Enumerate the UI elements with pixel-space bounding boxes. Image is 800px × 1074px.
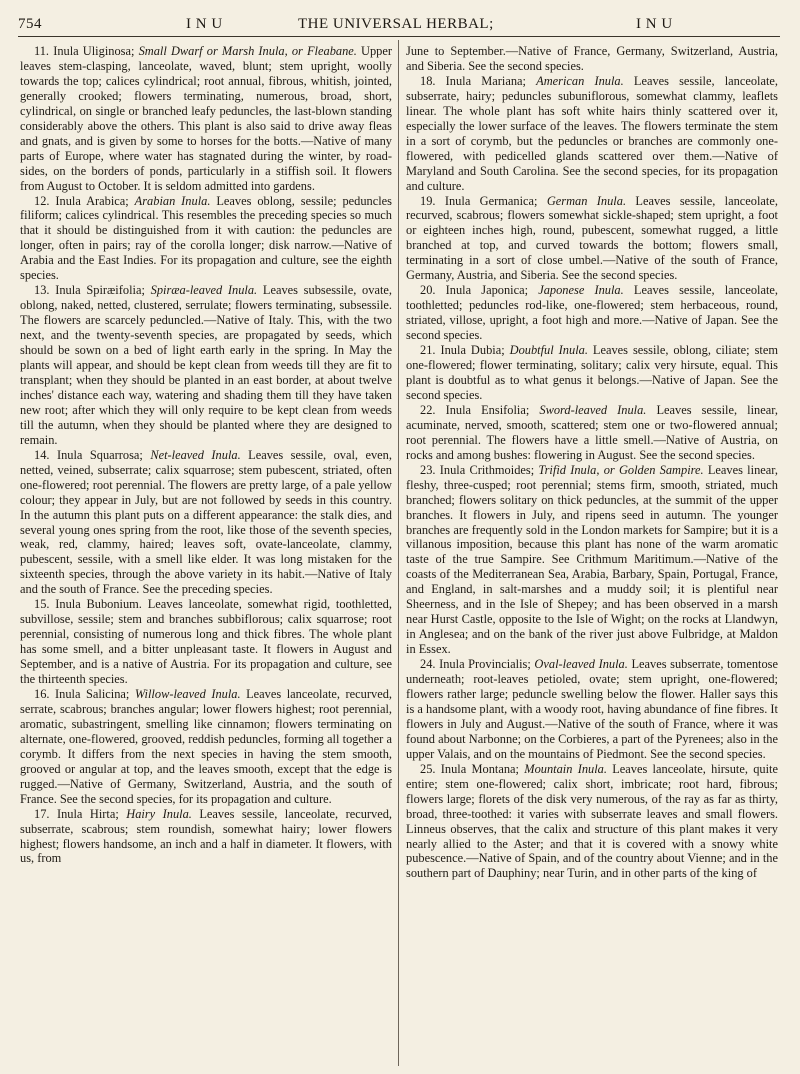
entry-description: Leaves lanceolate, recurved, serrate, scabrous; branches angular; lower flowers highest; root perennial, aromatic, subastringent, smelling like cinnamon; flowers terminating on alternate, one-flowered, grooved, reddish peduncles, forming all together a corymb. It differs from the next species in having the stem smooth, grooved or angular at top, and the leaves smooth, except that the edge is rugged.—Native of Germany, Switzerland, Austria, and the south of France. See the second species, for its propagation and culture. (20, 686, 392, 806)
left-column (20, 44, 392, 1064)
entry-latin-name: Inula Uliginosa; (53, 44, 135, 58)
entry-common-name: Arabian Inula. (134, 193, 211, 208)
entry-number: 17. (34, 806, 50, 821)
entry-paragraph (406, 44, 778, 74)
entry-number: 18. (420, 73, 436, 88)
entry-latin-name: Inula Japonica; (445, 283, 529, 298)
entry-number: 21. (420, 343, 436, 358)
entry-common-name: Japonese Inula. (538, 283, 624, 298)
entry-latin-name: Inula Mariana; (445, 73, 526, 88)
entry-latin-name: Inula Montana; (440, 761, 519, 776)
entry-paragraph (406, 194, 778, 284)
entry-number: 20. (420, 283, 436, 298)
entry-description: Leaves linear, fleshy, three-cusped; root perennial; stems firm, smooth, striated, much branched; flowers solitary on thick peduncles, at the summit of the upper branches. It flowers in July, and ripens seed in autumn. The younger branches are frequently sold in the London markets for Sampire; but it is a villanous imposition, because this plant has none of the warm aromatic taste of the true Sampire. See Crithmum Maritimum.—Native of the coasts of the Mediterranean Sea, Arabia, Barbary, Spain, Portugal, France, and England, in salt-marshes and a muddy soil; it is plentiful near Sheerness, and in the Isle of Shepey; and has been observed in a marsh near Hurst Castle, opposite to the Isle of Wight; on the rocks at Llandwyn, in Anglesea; and on the bank of the river just above Fulbridge, at Maldon in Essex. (406, 462, 778, 657)
page-number: 754 (18, 16, 42, 32)
entry-common-name: Oval-leaved Inula. (534, 657, 628, 672)
entry-paragraph (406, 762, 778, 882)
entry-latin-name: Inula Dubia; (440, 343, 505, 358)
entry-description: Leaves sessile, linear, acuminate, nerved, smooth, scattered; stem one or two-flowered annual; root perennial. The flowers have a little smell.—Native of Austria, on rocks and among bushes: flowering in August. See the second species. (406, 402, 778, 462)
entry-common-name: Small Dwarf or Marsh Inula, or Fleabane. (138, 44, 357, 58)
entry-paragraph (20, 283, 392, 447)
entry-number: 25. (420, 761, 436, 776)
entry-latin-name: Inula Arabica; (55, 193, 129, 208)
entry-number: 22. (420, 402, 436, 417)
entry-common-name: Mountain Inula. (524, 761, 607, 776)
entry-number: 13. (34, 283, 50, 298)
entry-common-name: Hairy Inula. (126, 806, 192, 821)
entry-number: 15. (34, 597, 50, 612)
entry-common-name: German Inula. (546, 193, 627, 208)
entry-paragraph (20, 448, 392, 598)
header-title: THE UNIVERSAL HERBAL; (298, 16, 494, 32)
entry-description: Leaves sessile, lanceolate, toothletted; peduncles rod-like, one-flowered; stem herbaceous, round, striated, villose, upright, a foot high and more.—Native of Japan. See the second species. (406, 283, 778, 343)
entry-description: Leaves sessile, oval, even, netted, veined, subserrate; calix squarrose; stem pubescent, striated, often one-flowered; root perennial. The flowers are pretty large, of a pale yellow colour; they appear in July, but are not followed by seeds in this country. In the autumn this plant puts on a different appearance: the stalk dies, and several young ones spring from the root, like those of the seventh species, weak, red, clammy, haired; leaves soft, ovate-lanceolate, clammy, pubescent, sessile, with a smell like elder. It was long mistaken for the sixteenth species, through the above variety in its habit.—Native of Italy and the south of France. See the preceding species. (20, 447, 392, 597)
entry-number: 11. (34, 44, 50, 58)
entry-paragraph (20, 687, 392, 807)
entry-common-name: Doubtful Inula. (509, 343, 588, 358)
entry-description: Leaves subsessile, ovate, oblong, naked, netted, clustered, serrulate; flowers terminating, subsessile. The flowers are scarcely peduncled.—Native of Italy. This, with the two next, and the twenty-seventh species, are propagated by seeds, which should be sown on a bed of light earth early in the spring. In May the plants will appear, and should be kept clean from weeds till they are fit to transplant; when they should be planted in an east border, at about twelve inches' distance each way, watering and shading them till they have taken new root; after which they will only require to be kept clean from weeds till the autumn, when they should be planted where they are designed to remain. (20, 283, 392, 447)
entry-description: June to September.—Native of France, Germany, Switzerland, Austria, and Siberia. See the second species. (406, 44, 778, 73)
entry-description: Leaves oblong, sessile; peduncles filiform; calices cylindrical. This resembles the preceding species so much that it should be distinguished from it with caution: the peduncles are longer, often in pairs; ray of the corolla longer; disk narrow.—Native of Arabia and the East Indies. For its propagation and culture, see the eighth species. (20, 193, 392, 283)
column-divider (398, 40, 399, 1066)
entry-description: Leaves subserrate, tomentose underneath; root-leaves petioled, ovate; stem upright, one-flowered; flowers rather large; peduncle swelling below the flower. Haller says this is a handsome plant, with a woody root, having abundance of fine fibres. It flowers in July and August.—Native of the south of France, where it was found about Narbonne; on the Corbieres, a part of the Pyrenees; also in the upper Valais, and on the mountains of Piedmont. See the second species. (406, 657, 778, 761)
entry-common-name: Spiræa-leaved Inula. (150, 283, 258, 298)
entry-common-name: Net-leaved Inula. (150, 447, 241, 462)
entry-paragraph (406, 343, 778, 403)
header-rule (18, 36, 780, 37)
entry-description: Upper leaves stem-clasping, lanceolate, waved, blunt; stem upright, woolly towards the top; calices cylindrical; root annual, fibrous, whitish, jointed, generally crooked; flowers terminating, numerous, broad, short, cylindrical, on single or branched leafy peduncles, the last-blown standing considerably above the others. This plant is also said to drive away fleas and gnats, and is given by some to horses for the botts.—Native of many parts of Europe, where water has stagnated during the winter, by road-sides, on the borders of ponds, particularly in a stiffish soil. It flowers from August to October. It is seldom admitted into gardens. (20, 44, 392, 193)
entry-number: 24. (420, 657, 436, 672)
entry-paragraph (20, 807, 392, 867)
entry-latin-name: Inula Spiræifolia; (55, 283, 145, 298)
right-column (406, 44, 778, 1064)
entry-common-name: Willow-leaved Inula. (134, 686, 241, 701)
entry-description: Leaves sessile, lanceolate, recurved, scabrous; flowers somewhat sickle-shaped; stem upright, a foot or eighteen inches high, round, pubescent, somewhat rugged, a little branched at top, and curved towards the bottom; flowers small, terminating in a sort of close umbel.—Native of the south of France, Germany, Austria, and Siberia. See the second species. (406, 193, 778, 283)
entry-number: 23. (420, 462, 436, 477)
running-header (18, 12, 780, 36)
entry-paragraph (20, 597, 392, 687)
entry-description: Leaves sessile, lanceolate, subserrate, hairy; peduncles subuniflorous, somewhat clammy, leaflets linear. The whole plant has soft white hairs thinly scattered over it, especially the lower surface of the leaves. The flowers terminate the stem in a sort of corymb, but the peduncles or branches are commonly one-flowered, with pedicelled glands scattered over them.—Native of Maryland and South Carolina. See the second species, for its propagation and culture. (406, 73, 778, 193)
entry-latin-name: Inula Provincialis; (439, 657, 531, 672)
entry-paragraph (406, 403, 778, 463)
entry-common-name: Sword-leaved Inula. (539, 402, 647, 417)
entry-number: 16. (34, 686, 50, 701)
entry-number: 19. (420, 193, 436, 208)
entry-latin-name: Inula Crithmoides; (439, 462, 535, 477)
entry-description: Leaves sessile, oblong, ciliate; stem one-flowered; flower terminating, solitary; calix very hirsute, equal. This plant is doubtful as to what genus it belongs.—Native of Japan. See the second species. (406, 343, 778, 402)
entry-paragraph (20, 194, 392, 284)
entry-latin-name: Inula Squarrosa; (56, 447, 143, 462)
entry-latin-name: Inula Bubonium. (55, 597, 142, 612)
header-right-word: I N U (636, 16, 673, 32)
entry-common-name: American Inula. (536, 73, 624, 88)
entry-paragraph (406, 463, 778, 657)
entry-latin-name: Inula Germanica; (444, 193, 538, 208)
entry-paragraph (406, 283, 778, 343)
entry-latin-name: Inula Hirta; (56, 806, 119, 821)
entry-latin-name: Inula Salicina; (55, 686, 130, 701)
entry-common-name: Trifid Inula, or Golden Sampire. (538, 462, 704, 477)
entry-number: 14. (34, 447, 50, 462)
entry-paragraph (406, 657, 778, 762)
header-left-word: I N U (186, 16, 223, 32)
entry-latin-name: Inula Ensifolia; (445, 402, 530, 417)
entry-number: 12. (34, 193, 50, 208)
entry-paragraph (20, 44, 392, 194)
entry-description: Leaves lanceolate, somewhat rigid, toothletted, subvillose, sessile; stem and branches subbiflorous; calix squarrose; root perennial, consisting of numerous long and thick fibres. The whole plant has some smell, and a bitter unpleasant taste. It flowers in August and September, and is a native of Austria. For its propagation and culture, see the thirteenth species. (20, 597, 392, 687)
entry-description: Leaves lanceolate, hirsute, quite entire; stem one-flowered; calix short, imbricate; root hard, fibrous; flowers large; florets of the disk very numerous, of the ray as far as thirty, broad, three-toothed: it varies with subserrate leaves and small flowers. Linneus observes, that the calix and structure of this plant makes it very nearly allied to the Aster; and that it is covered with a snowy white pubescence.—Native of Spain, and of the country about Vienne; and in the southern part of Dauphiny; near Turin, and in other parts of the king of (406, 761, 778, 881)
entry-description: Leaves sessile, lanceolate, recurved, subserrate, scabrous; stem roundish, somewhat hairy; lower flowers highest; flowers handsome, an inch and a half in diameter. It flowers, with us, from (20, 806, 392, 866)
entry-paragraph (406, 74, 778, 194)
